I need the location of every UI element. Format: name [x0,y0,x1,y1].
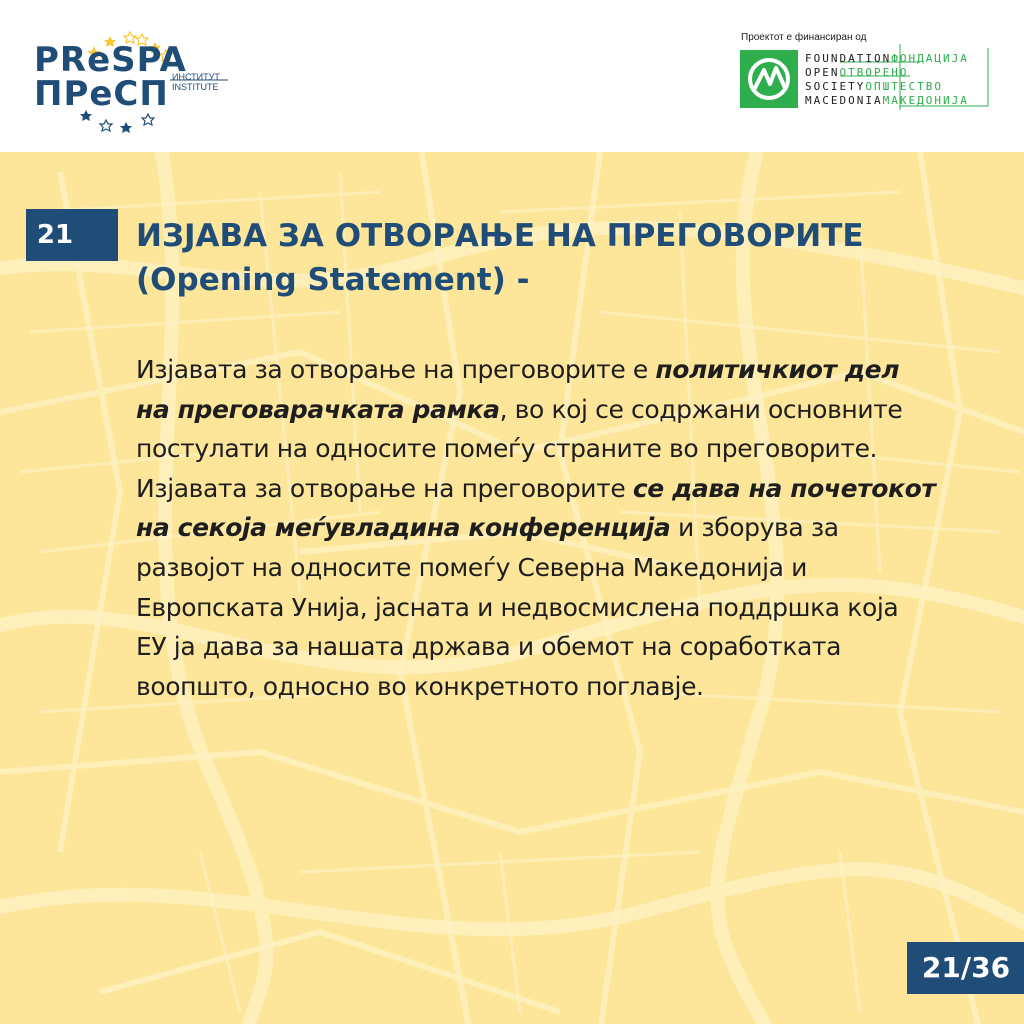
page-indicator: 21/36 [907,942,1024,994]
osf-row: OPENОТВОРЕНО [805,66,909,79]
funder-caption: Проектот е финансиран од [741,32,867,43]
title-line-1: ИЗЈАВА ЗА ОТВОРАЊЕ НА ПРЕГОВОРИТЕ [136,218,864,254]
logo-latin-text: PReSPA [34,40,187,80]
logo-cyrillic-text: ПРеСП [34,74,169,114]
body-text-3: и зборува за развојот на односите помеѓу Северна Македонија и Европската Унија, јасната и недвосмислена поддршка која ЕУ ја дава за нашата држава и обемот на соработката воопшто, односно во конкретното поглавје. [136,513,899,701]
body-paragraph [136,350,936,706]
emphasis-conference-start: се дава на почетокот на секоја меѓувладина конференција [136,473,936,543]
osf-row: FOUNDATIONФОНДАЦИЈА [805,52,969,65]
body-text-2: , во кој се содржани основните постулати на односите помеѓу страните во преговорите. Изјавата за отворање на преговорите [136,394,903,503]
osf-row: MACEDONIAМАКЕДОНИЈА [805,94,969,107]
osf-logo-icon[interactable] [740,50,798,108]
header [0,0,1024,152]
osf-row: SOCIETYОПШТЕСТВО [805,80,943,93]
body-text-1: Изјавата за отворање на преговорите е [136,355,656,384]
logo-institute-en: INSTITUTE [172,82,219,92]
logo-institute-mk: ИНСТИТУТ [172,72,220,82]
section-number: 21 [36,220,74,250]
title-line-2: (Opening Statement) - [136,262,530,298]
osf-wordmark [805,52,991,108]
emphasis-political-part: политичкиот дел на преговарачката рамка [136,355,900,424]
prespa-institute-logo[interactable] [30,28,240,138]
page-title [136,214,976,302]
